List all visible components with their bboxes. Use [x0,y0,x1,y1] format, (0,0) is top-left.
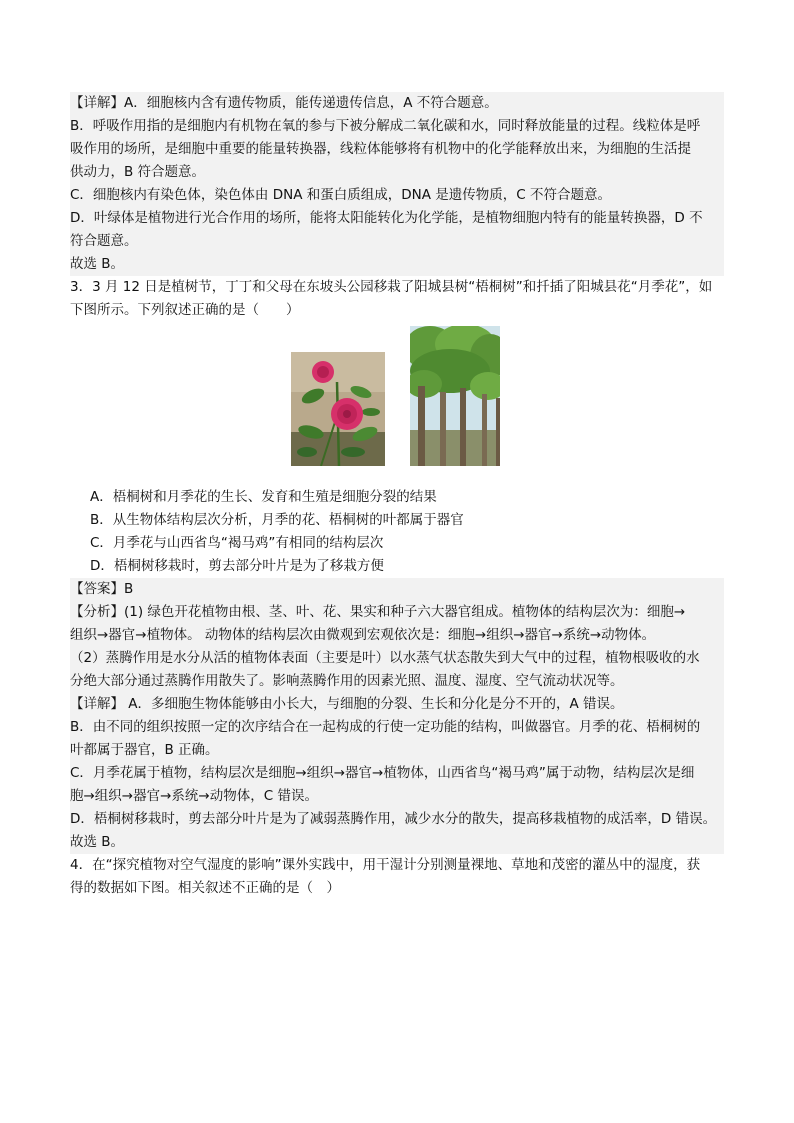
detail-line: 故选 B。 [70,253,724,276]
question-stem: 4．在“探究植物对空气湿度的影响”课外实践中，用干湿计分别测量裸地、草地和茂密的灌丛中的湿度，获 [70,857,701,873]
option-a: A．梧桐树和月季花的生长、发育和生殖是细胞分裂的结果 [90,489,437,505]
analysis-line: 【分析】(1) 绿色开花植物由根、茎、叶、花、果实和种子六大器官组成。植物体的结构层次为：细胞→ [70,601,724,624]
analysis-line: 分绝大部分通过蒸腾作用散失了。影响蒸腾作用的因素光照、温度、湿度、空气流动状况等。 [70,670,724,693]
rose-photo [291,352,385,466]
detail-line: 故选 B。 [70,831,724,854]
detail-line: D．梧桐树移栽时，剪去部分叶片是为了减弱蒸腾作用，减少水分的散失，提高移栽植物的成活率，D 错误。 [70,808,724,831]
detail-line: 符合题意。 [70,230,724,253]
detail-line: 【详解】A．细胞核内含有遗传物质，能传递遗传信息，A 不符合题意。 [70,92,724,115]
option-b: B．从生物体结构层次分析，月季的花、梧桐树的叶都属于器官 [90,512,464,528]
analysis-line: 组织→器官→植物体。 动物体的结构层次由微观到宏观依次是：细胞→组织→器官→系统→动物体。 [70,624,724,647]
detail-line: 吸作用的场所，是细胞中重要的能量转换器，线粒体能够将有机物中的化学能释放出来，为细胞的生活提 [70,138,724,161]
question-figure [70,326,724,478]
question-stem: 得的数据如下图。相关叙述不正确的是（ ） [70,880,340,896]
detail-line: 胞→组织→器官→系统→动物体，C 错误。 [70,785,724,808]
option-d: D．梧桐树移栽时，剪去部分叶片是为了移栽方便 [90,558,384,574]
detail-line: 供动力，B 符合题意。 [70,161,724,184]
answer-line: 【答案】B [70,578,724,601]
tree-photo [410,326,500,466]
detail-line: 叶都属于器官，B 正确。 [70,739,724,762]
question-stem: 3．3 月 12 日是植树节，丁丁和父母在东坡头公园移栽了阳城县树“梧桐树”和扦插了阳城县花“月季花”，如 [70,279,713,295]
q2-detail-block [70,92,724,276]
document-page [70,92,724,900]
option-c: C．月季花与山西省鸟“褐马鸡”有相同的结构层次 [90,535,384,551]
detail-line: C．细胞核内有染色体，染色体由 DNA 和蛋白质组成，DNA 是遗传物质，C 不符合题意。 [70,184,724,207]
detail-line: 【详解】 A．多细胞生物体能够由小长大，与细胞的分裂、生长和分化是分不开的，A 错误。 [70,693,724,716]
detail-line: C．月季花属于植物，结构层次是细胞→组织→器官→植物体，山西省鸟“褐马鸡”属于动物，结构层次是细 [70,762,724,785]
detail-line: D．叶绿体是植物进行光合作用的场所，能将太阳能转化为化学能，是植物细胞内特有的能量转换器，D 不 [70,207,724,230]
question-4 [70,854,724,900]
detail-line: B．呼吸作用指的是细胞内有机物在氧的参与下被分解成二氧化碳和水，同时释放能量的过程。线粒体是呼 [70,115,724,138]
question-3 [70,276,724,854]
detail-line: B．由不同的组织按照一定的次序结合在一起构成的行使一定功能的结构，叫做器官。月季的花、梧桐树的 [70,716,724,739]
analysis-line: （2）蒸腾作用是水分从活的植物体表面（主要是叶）以水蒸气状态散失到大气中的过程，植物根吸收的水 [70,647,724,670]
question-stem: 下图所示。下列叙述正确的是（ ） [70,302,300,318]
